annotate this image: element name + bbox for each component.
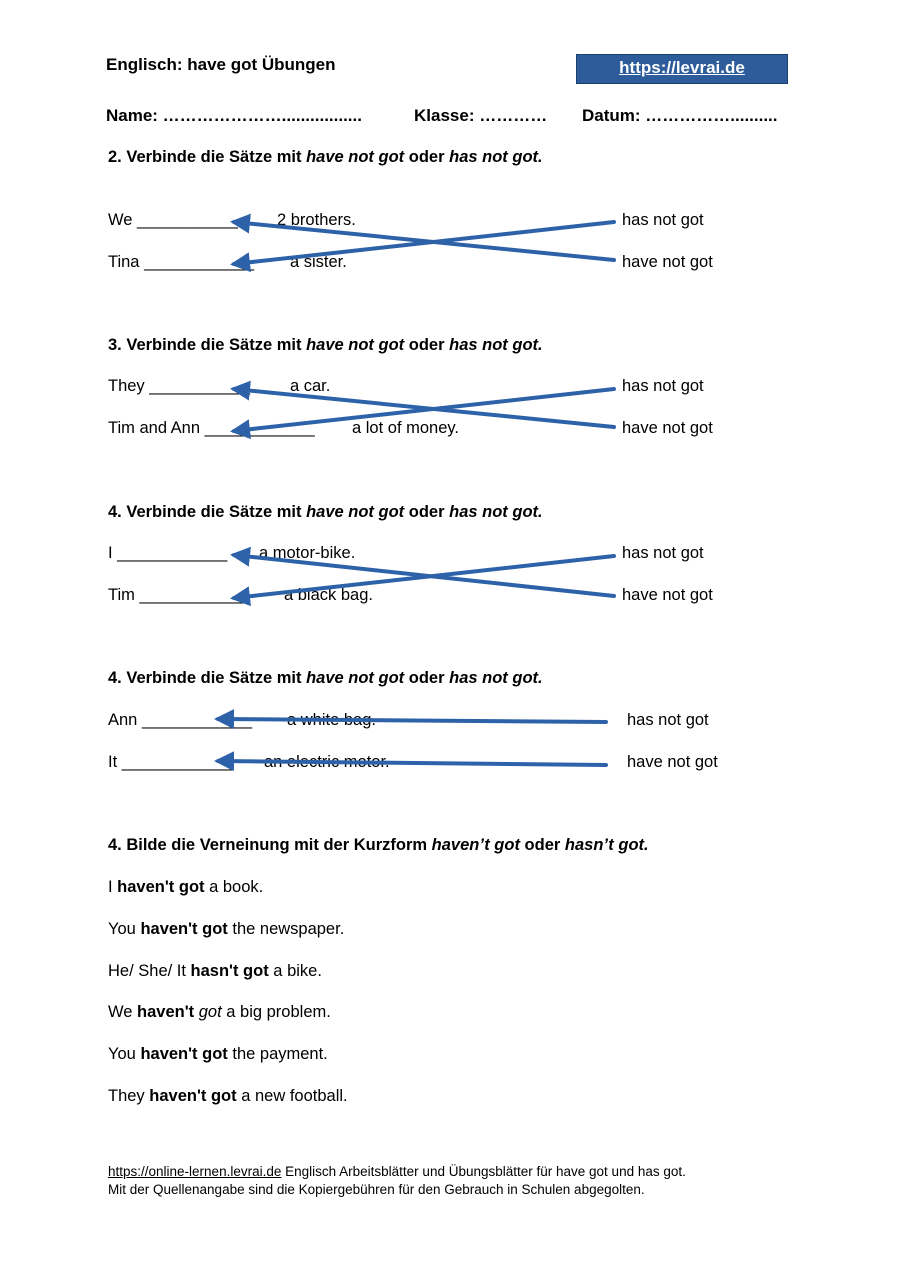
option-have-not-got: have not got [622, 586, 713, 604]
sentence-right: a lot of money. [352, 419, 460, 437]
footer-line-1: https://online-lernen.levrai.de Englisch Arbeitsblätter und Übungsblätter für have got und has got. [108, 1164, 686, 1179]
class-field: Klasse: ………… [414, 106, 548, 125]
answer-sentence: You haven't got the newspaper. [108, 920, 345, 938]
exercise-heading: 2. Verbinde die Sätze mit have not got oder has not got. [108, 148, 543, 166]
answer-sentence: We haven't got a big problem. [108, 1003, 331, 1021]
sentence-left: They ___________ [108, 377, 251, 395]
exercise-heading: 3. Verbinde die Sätze mit have not got oder has not got. [108, 336, 543, 354]
answer-sentence: I haven't got a book. [108, 878, 264, 896]
arrow-to-it [218, 761, 606, 765]
sentence-left: Tim and Ann ____________ [108, 419, 315, 437]
exercise-heading: 4. Verbinde die Sätze mit have not got oder has not got. [108, 669, 543, 687]
worksheet-title: Englisch: have got Übungen [106, 55, 336, 74]
footer-link[interactable]: https://online-lernen.levrai.de [108, 1164, 282, 1179]
date-field: Datum: …………….......... [582, 106, 778, 125]
levrai-link[interactable]: https://levrai.de [619, 58, 745, 77]
arrow-to-ann [218, 719, 606, 722]
answer-sentence: You haven't got the payment. [108, 1045, 328, 1063]
sentence-left: I ____________ [108, 544, 228, 562]
option-has-not-got: has not got [627, 711, 709, 729]
sentence-right: 2 brothers. [277, 211, 356, 229]
option-has-not-got: has not got [622, 377, 704, 395]
exercise-heading: 4. Bilde die Verneinung mit der Kurzform haven’t got oder hasn’t got. [108, 836, 649, 854]
sentence-right: an electric motor. [264, 753, 390, 771]
sentence-left: We ___________ [108, 211, 238, 229]
sentence-left: Tim ____________ [108, 586, 250, 604]
answer-sentence: He/ She/ It hasn't got a bike. [108, 962, 322, 980]
sentence-right: a black bag. [284, 586, 373, 604]
exercise-heading: 4. Verbinde die Sätze mit have not got oder has not got. [108, 503, 543, 521]
sentence-left: It ____________ [108, 753, 232, 771]
sentence-right: a sister. [290, 253, 347, 271]
name-field: Name: …………………................. [106, 106, 362, 125]
sentence-right: a white bag. [287, 711, 376, 729]
sentence-right: a car. [290, 377, 331, 395]
option-have-not-got: have not got [622, 419, 713, 437]
option-have-not-got: have not got [627, 753, 718, 771]
answer-sentence: They haven't got a new football. [108, 1087, 348, 1105]
sentence-left: Tina ____________ [108, 253, 255, 271]
sentence-left: Ann ____________ [108, 711, 253, 729]
option-has-not-got: has not got [622, 544, 704, 562]
sentence-right: a motor-bike. [259, 544, 356, 562]
footer-line-2: Mit der Quellenangabe sind die Kopiergebühren für den Gebrauch in Schulen abgegolten. [108, 1182, 645, 1197]
option-have-not-got: have not got [622, 253, 713, 271]
option-has-not-got: has not got [622, 211, 704, 229]
